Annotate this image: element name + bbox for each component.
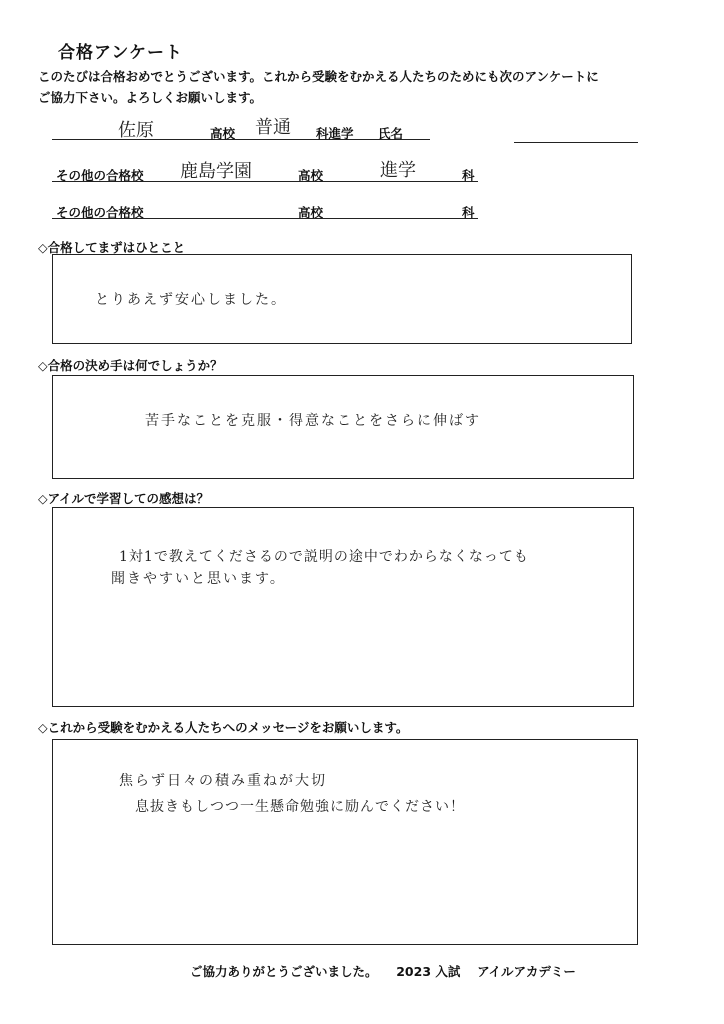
question-3-answer-line-1: 1対1で教えてくださるので説明の途中でわからなくなっても — [119, 549, 529, 565]
school-row-2-underline — [52, 181, 478, 182]
school-row-1-underline — [52, 139, 430, 140]
question-2-answer-box — [52, 375, 634, 479]
question-4-answer-box — [52, 739, 638, 945]
name-underline — [514, 142, 638, 143]
intro-text-line-2: ご協力下さい。よろしくお願いします。 — [38, 90, 263, 105]
question-3-answer-line-2: 聞きやすいと思います。 — [111, 571, 286, 587]
school-row-1-school-suffix: 高校 — [210, 126, 236, 141]
footer-academy: アイルアカデミー — [477, 964, 576, 979]
school-row-1-school-value: 佐原 — [118, 120, 154, 141]
question-1-answer-box — [52, 254, 632, 344]
school-row-3-school-suffix: 高校 — [298, 205, 324, 220]
school-row-3-underline — [52, 218, 478, 219]
school-row-3-prefix: その他の合格校 — [56, 205, 144, 220]
question-3-answer-box — [52, 507, 634, 707]
footer-exam: 2023 入試 — [396, 964, 461, 979]
school-row-1-course-value: 普通 — [255, 117, 291, 138]
question-1-answer-line-1: とりあえず安心しました。 — [95, 292, 287, 308]
school-row-2-course-suffix: 科 — [462, 168, 475, 183]
question-2-heading: ◇合格の決め手は何でしょうか？ — [38, 358, 223, 373]
school-row-2-course-value: 進学 — [380, 160, 416, 181]
footer — [190, 962, 576, 980]
school-row-3-course-suffix: 科 — [462, 205, 475, 220]
school-row-1-course-suffix: 科進学 — [316, 126, 354, 141]
question-3-heading: ◇アイルで学習しての感想は？ — [38, 491, 209, 506]
question-4-answer-line-2: 息抜きもしつつ一生懸命勉強に励んでください！ — [135, 799, 465, 815]
school-row-2-school-suffix: 高校 — [298, 168, 324, 183]
question-2-answer-line-1: 苦手なことを克服・得意なことをさらに伸ばす — [145, 413, 481, 429]
question-1-heading: ◇合格してまずはひとこと — [38, 240, 186, 255]
question-4-answer-line-1: 焦らず日々の積み重ねが大切 — [119, 773, 327, 789]
footer-thanks: ご協力ありがとうございました。 — [190, 964, 378, 979]
school-row-2-school-value: 鹿島学園 — [180, 161, 252, 182]
name-label: 氏名 — [378, 126, 404, 141]
intro-text-line-1: このたびは合格おめでとうございます。これから受験をむかえる人たちのためにも次のアンケートに — [38, 69, 599, 84]
school-row-2-prefix: その他の合格校 — [56, 168, 144, 183]
survey-title: 合格アンケート — [58, 43, 183, 63]
question-4-heading: ◇これから受験をむかえる人たちへのメッセージをお願いします。 — [38, 720, 409, 735]
